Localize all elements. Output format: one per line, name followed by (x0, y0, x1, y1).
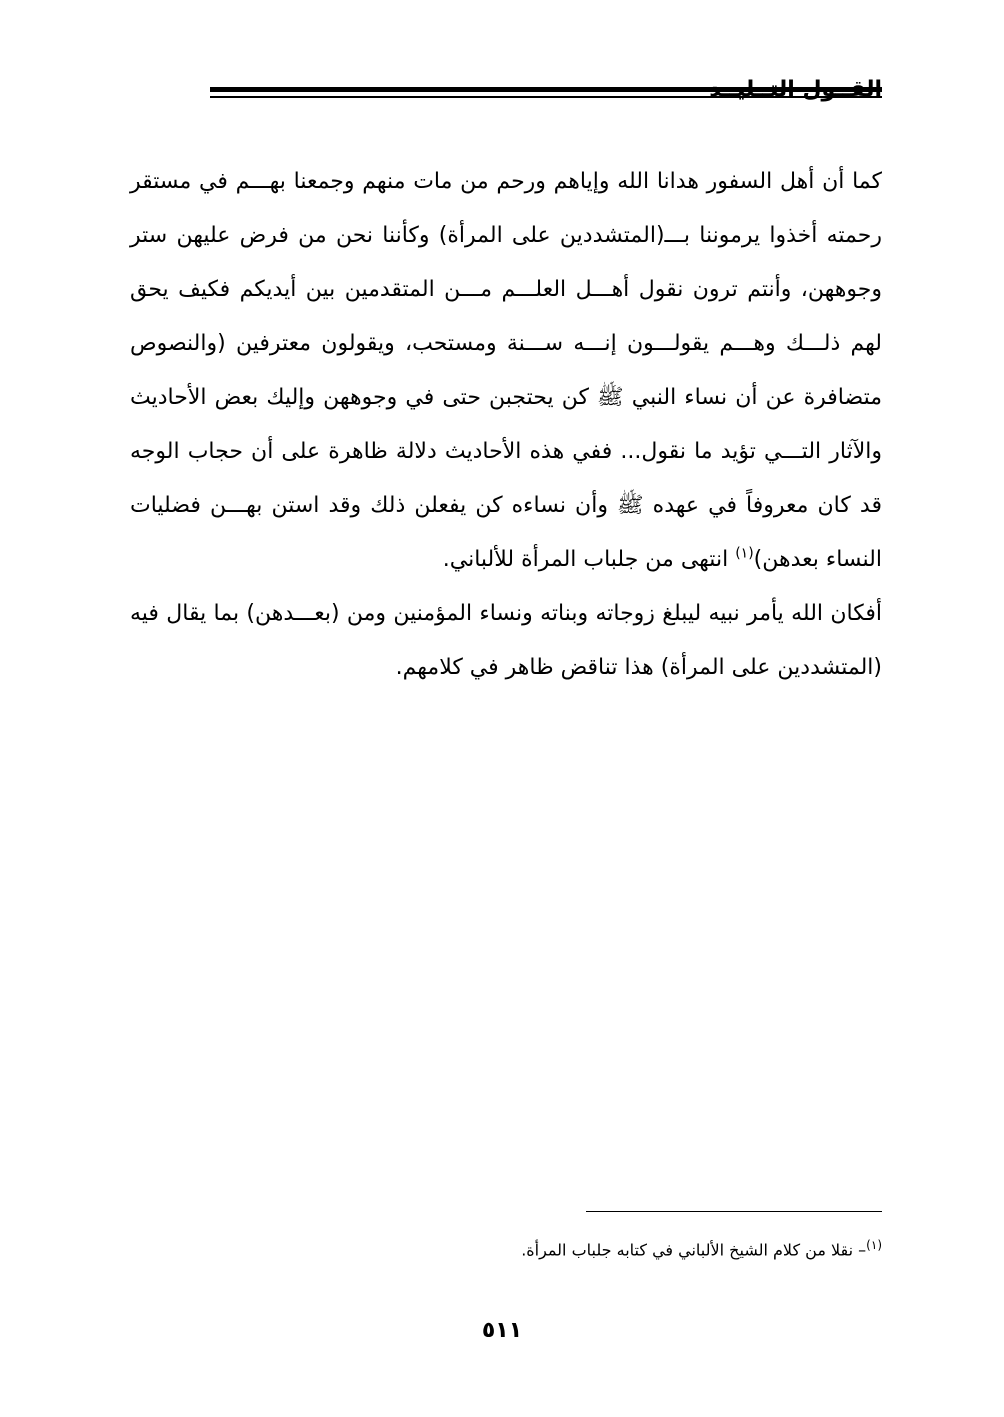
paragraph-1-text: كما أن أهل السفور هدانا الله وإياهم ورحم من مات منهم وجمعنا بهـــم في مستقر رحمته أخذوا يرموننا بـــ(المتشددين على المرأة) وكأننا نحن من فرض عليهن ستر وجوههن، وأنتم ترون نقول أهـــل العلـــم مـــن المتقدمين بين أيديكم فكيف يحق لهم ذلـــك وهـــم يقولـــون إنـــه ســـنة ومستحب، ويقولون معترفين (والنصوص متضافرة عن أن نساء النبي ﷺ كن يحتجبن حتى في وجوههن وإليك بعض الأحاديث والآثار التـــي تؤيد ما نقول... ففي هذه الأحاديث دلالة ظاهرة على أن حجاب الوجه قد كان معروفاً في عهده ﷺ وأن نساءه كن يفعلن ذلك وقد استن بهـــن فضليات النساء بعدهن) (130, 169, 882, 572)
main-text (130, 155, 882, 695)
footnote (122, 1232, 882, 1263)
paragraph-1 (130, 155, 882, 587)
footnote-separator (586, 1211, 882, 1212)
footnote-marker: (١) (866, 1238, 882, 1252)
header-rule-thin (210, 96, 882, 98)
header-rule-thick (210, 87, 882, 92)
paragraph-1-ending: انتهى من جلباب المرأة للألباني. (442, 547, 736, 572)
paragraph-2: أفكان الله يأمر نبيه ليبلغ زوجاته وبناته ونساء المؤمنين ومن (بعـــدهن) بما يقال فيه (المتشددين على المرأة) هذا تناقض ظاهر في كلامهم. (130, 601, 882, 680)
running-header (130, 72, 882, 112)
page-number: ٥١١ (481, 1318, 523, 1343)
footnote-reference: (١) (735, 545, 754, 562)
footnote-text: – نقلا من كلام الشيخ الألباني في كتابه جلباب المرأة. (521, 1240, 867, 1260)
